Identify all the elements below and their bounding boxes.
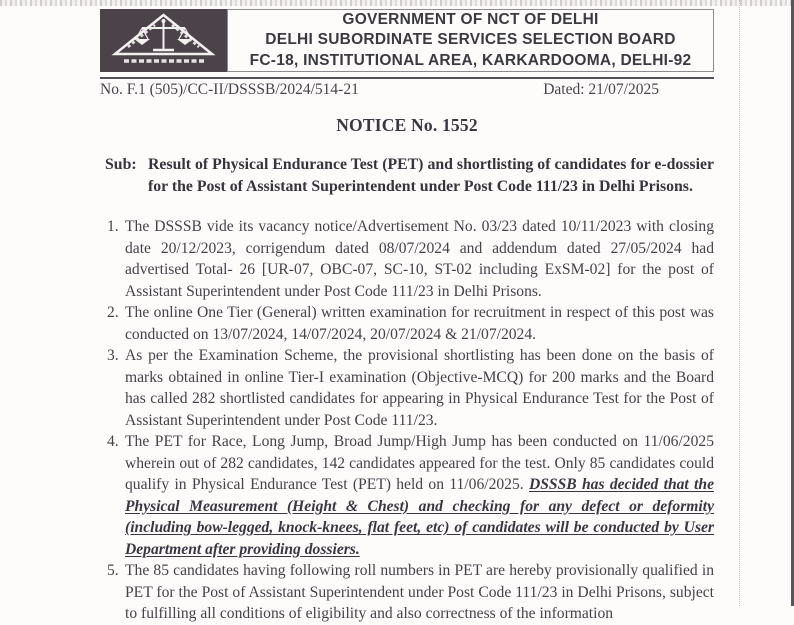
item-number: 5. bbox=[107, 562, 119, 579]
item-text-normal: The PET for Race, Long Jump, Broad Jump/High Jump has been conducted on 11/06/2025 wherein out of 282 candidates, 142 candidates appeared for the test. Only 85 candidates could qualify in Physical Endurance Test (PET) held on 11/06/2025. bbox=[125, 433, 714, 493]
dsssb-logo bbox=[100, 9, 227, 72]
notice-page bbox=[100, 9, 714, 625]
notice-item-4 bbox=[100, 431, 714, 560]
item-number: 4. bbox=[107, 433, 119, 450]
scan-fold-line bbox=[739, 0, 740, 606]
reference-number: No. F.1 (505)/CC-II/DSSSB/2024/514-21 bbox=[100, 81, 359, 98]
scales-emblem-icon bbox=[100, 9, 227, 72]
item-number: 2. bbox=[107, 304, 119, 321]
scan-top-edge bbox=[0, 0, 794, 6]
reference-row bbox=[100, 79, 714, 99]
item-text: As per the Examination Scheme, the provisional shortlisting has been done on the basis of marks obtained in online Tier-I examination (Objective-MCQ) for 200 marks and the Board has called 282 shortlisted candidates for appearing in Physical Endurance Test for the Post of Assistant Superintendent under Post Code 111/23. bbox=[125, 347, 714, 429]
notice-item-5 bbox=[100, 560, 714, 625]
org-address-line: FC-18, INSTITUTIONAL AREA, KARKARDOOMA, DELHI-92 bbox=[249, 51, 692, 69]
subject-label: Sub: bbox=[105, 156, 137, 173]
notice-items bbox=[100, 216, 714, 625]
item-text: The 85 candidates having following roll numbers in PET are hereby provisionally qualified in PET for the Post of Assistant Superintendent under Post Code 111/23 in Delhi Prisons, subject to fulfilling all conditions of eligibility and also correctness of the information bbox=[125, 562, 714, 622]
notice-item-1 bbox=[100, 216, 714, 302]
item-text bbox=[125, 431, 714, 560]
item-number: 3. bbox=[107, 347, 119, 364]
subject-text: Result of Physical Endurance Test (PET) and shortlisting of candidates for e-dossier for the Post of Assistant Superintendent under Post Code 111/23 in Delhi Prisons. bbox=[148, 156, 714, 195]
subject-block bbox=[100, 154, 714, 197]
org-header bbox=[100, 9, 714, 72]
item-text: The DSSSB vide its vacancy notice/Advertisement No. 03/23 dated 10/11/2023 with closing date 20/12/2023, corrigendum dated 08/07/2024 and addendum dated 27/05/2024 had advertised Total- 26 [UR-07, OBC-07, SC-10, ST-02 including ExSM-02] for the post of Assistant Superintendent under Post Code 111/23 in Delhi Prisons. bbox=[125, 218, 714, 300]
org-name-box bbox=[227, 9, 714, 72]
item-number: 1. bbox=[107, 218, 119, 235]
org-name-line2: DELHI SUBORDINATE SERVICES SELECTION BOARD bbox=[265, 31, 676, 49]
notice-date: Dated: 21/07/2025 bbox=[543, 81, 659, 98]
notice-item-3 bbox=[100, 345, 714, 431]
item4-emphasis-text: DSSSB has decided that the Physical Measurement (Height & Chest) and checking for any defect or deformity (including bow-legged, knock-knees, flat feet, etc) of candidates will be conducted by User Department after providing dossiers. bbox=[125, 476, 714, 558]
item-text: The online One Tier (General) written examination for recruitment in respect of this post was conducted on 13/07/2024, 14/07/2024, 20/07/2024 & 21/07/2024. bbox=[125, 304, 714, 343]
notice-item-2 bbox=[100, 302, 714, 345]
org-name-line1: GOVERNMENT OF NCT OF DELHI bbox=[342, 10, 599, 28]
notice-title: NOTICE No. 1552 bbox=[336, 115, 478, 135]
